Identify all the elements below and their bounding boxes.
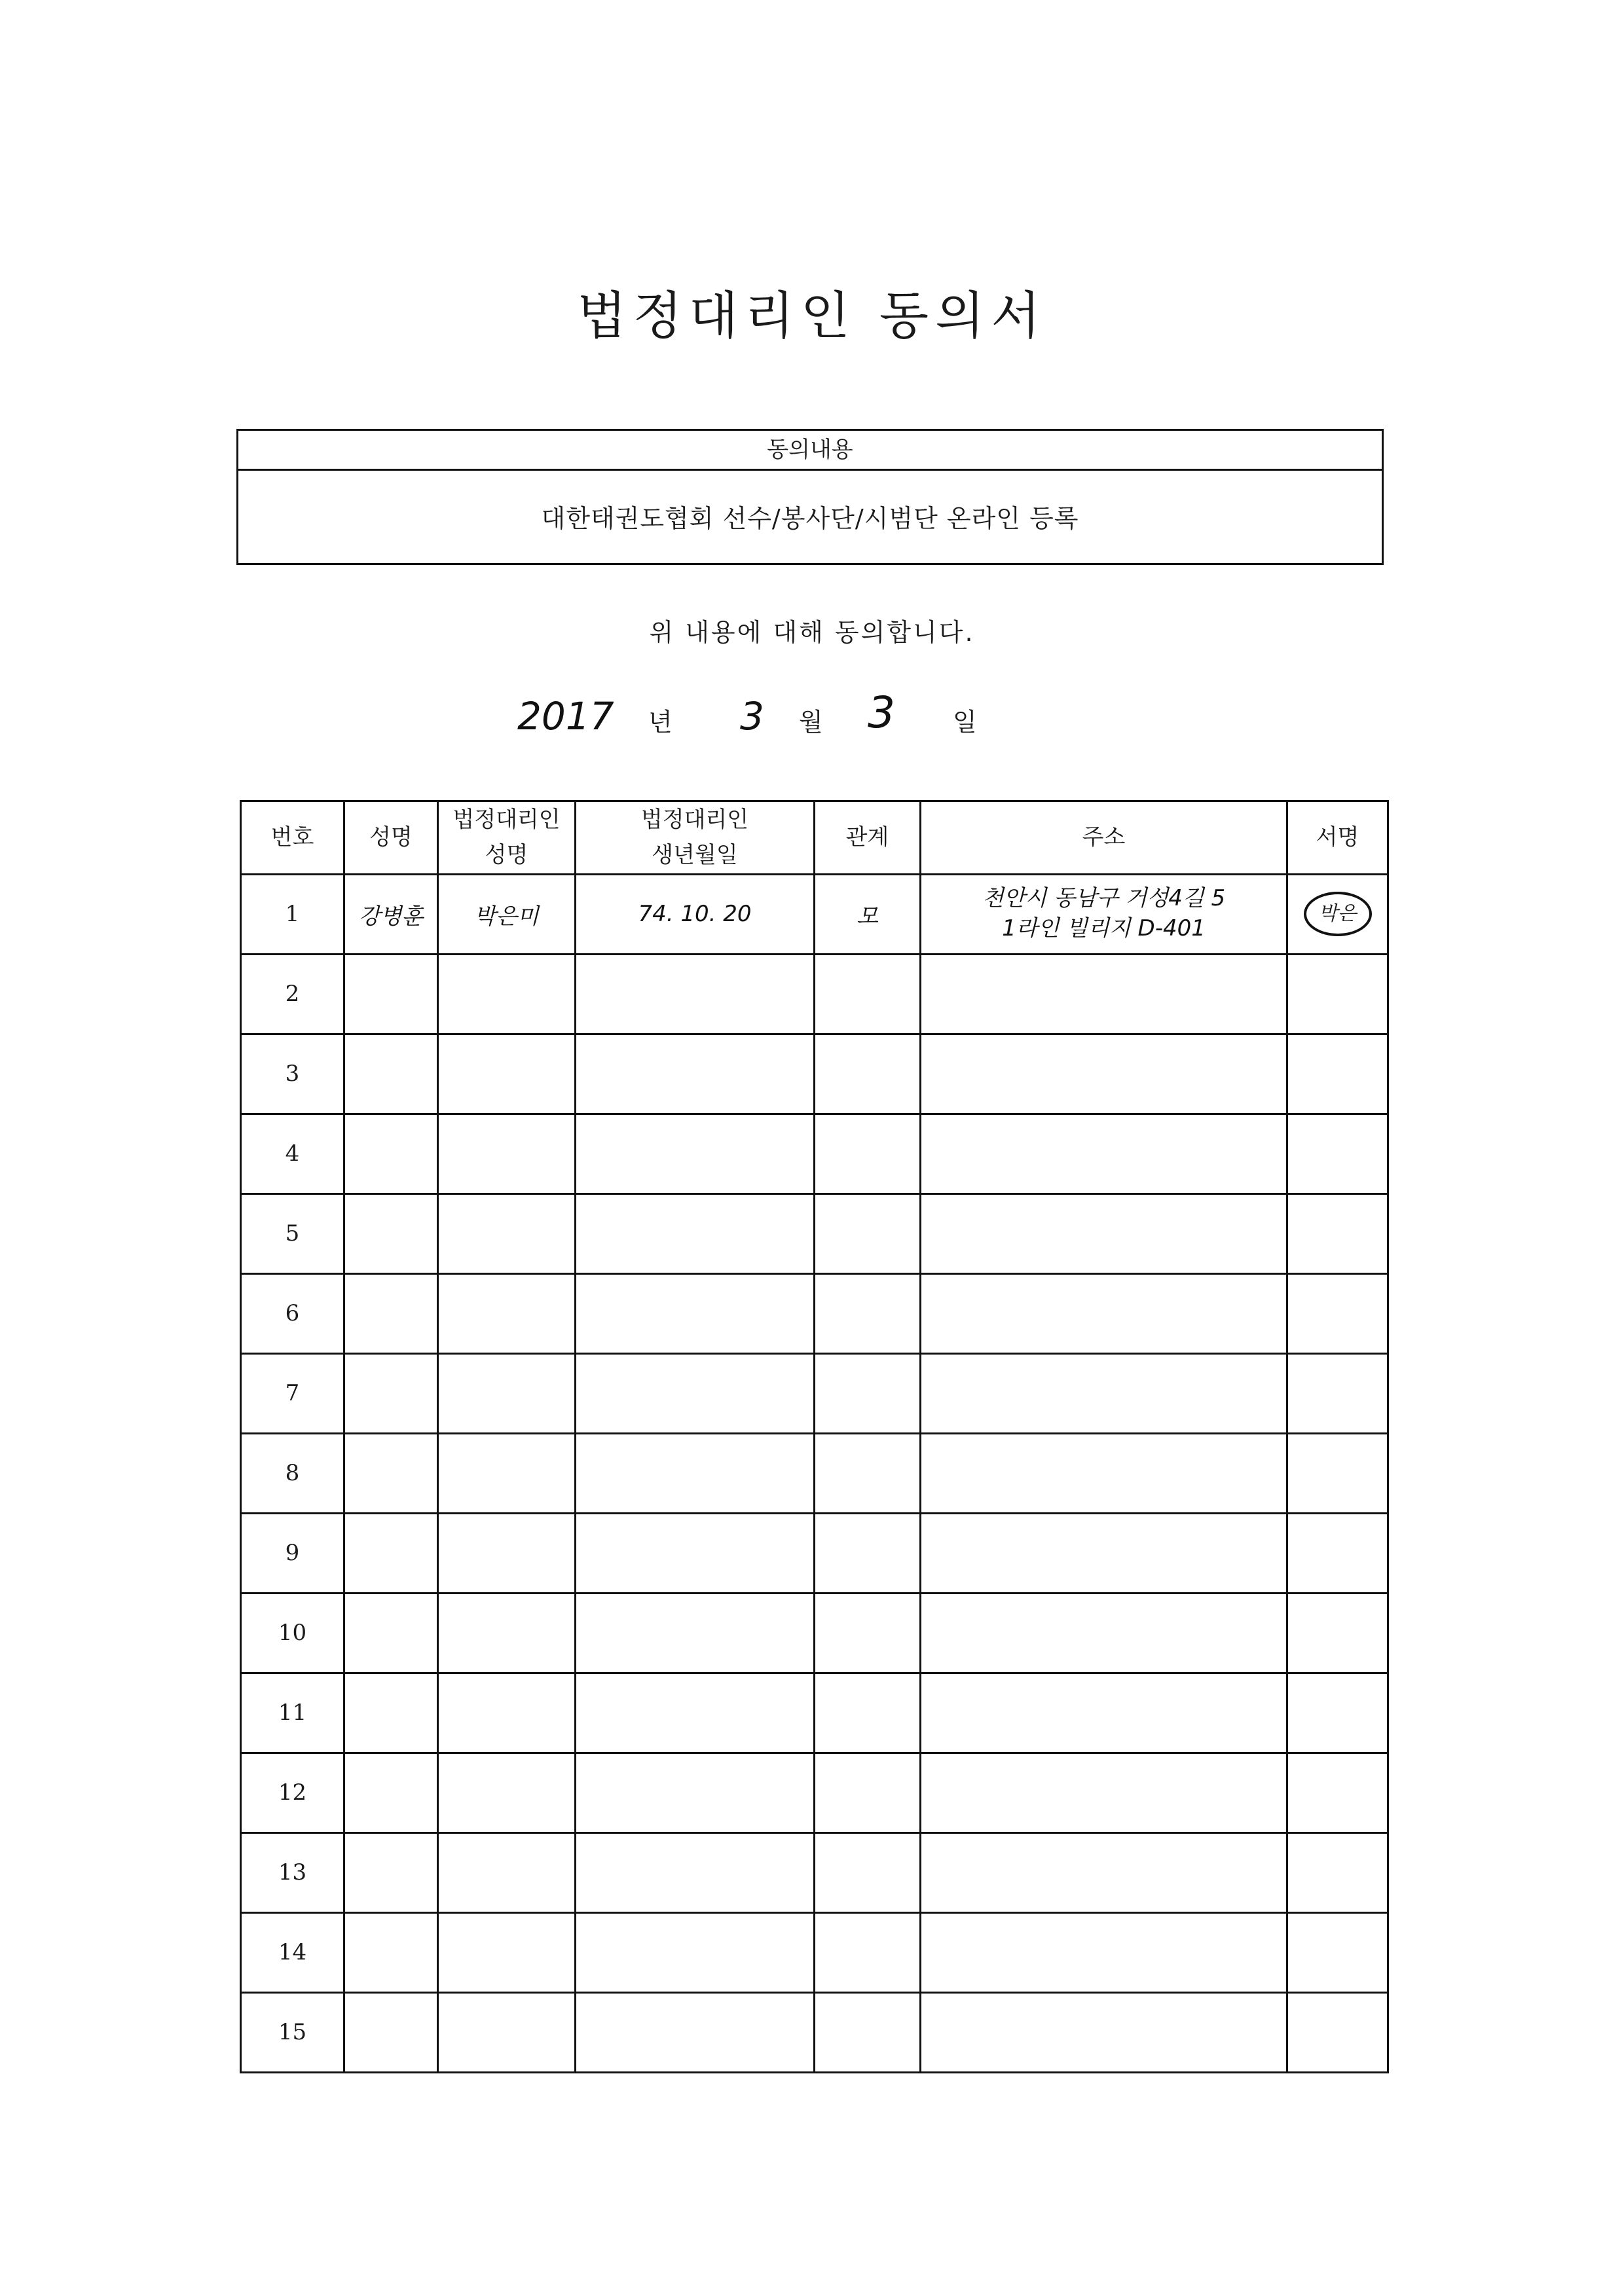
cell-guardian-name[interactable] (438, 1034, 576, 1114)
table-row (241, 1273, 1388, 1353)
cell-signature[interactable] (1287, 1273, 1388, 1353)
table-row (241, 874, 1388, 954)
cell-signature[interactable] (1287, 1034, 1388, 1114)
table-row (241, 1194, 1388, 1273)
table-row (241, 1513, 1388, 1593)
cell-guardian-birth[interactable] (576, 954, 815, 1034)
cell-guardian-birth[interactable] (576, 1114, 815, 1194)
cell-guardian-birth[interactable] (576, 1034, 815, 1114)
cell-name[interactable] (344, 1114, 438, 1194)
cell-address[interactable] (921, 1273, 1287, 1353)
table-row (241, 1832, 1388, 1912)
cell-guardian-name[interactable] (438, 1194, 576, 1273)
cell-signature[interactable] (1287, 1593, 1388, 1673)
cell-relation[interactable] (815, 1353, 921, 1433)
cell-signature[interactable] (1287, 1673, 1388, 1753)
cell-no: 5 (241, 1194, 344, 1273)
table-header-row (241, 801, 1388, 875)
cell-guardian-name[interactable] (438, 1114, 576, 1194)
cell-guardian-birth[interactable]: 74. 10. 20 (576, 874, 815, 954)
cell-name[interactable] (344, 1353, 438, 1433)
header-no: 번호 (241, 801, 344, 875)
cell-address[interactable] (921, 1673, 1287, 1753)
cell-guardian-name[interactable] (438, 1832, 576, 1912)
cell-no: 15 (241, 1992, 344, 2072)
cell-guardian-birth[interactable] (576, 1673, 815, 1753)
header-guardian-name: 법정대리인 성명 (438, 801, 576, 875)
address-line-2: 1라인 빌리지 D-401 (1002, 915, 1206, 942)
cell-relation[interactable] (815, 1593, 921, 1673)
cell-relation[interactable] (815, 954, 921, 1034)
table-row (241, 1912, 1388, 1992)
date-year-unit: 년 (648, 708, 673, 737)
cell-signature[interactable] (1287, 1832, 1388, 1912)
date-day[interactable]: 3 (868, 687, 895, 738)
cell-guardian-birth[interactable] (576, 1753, 815, 1832)
cell-guardian-name[interactable] (438, 1353, 576, 1433)
date-year[interactable]: 2017 (517, 694, 614, 738)
cell-relation[interactable] (815, 1114, 921, 1194)
table-row (241, 1433, 1388, 1513)
cell-relation[interactable] (815, 1273, 921, 1353)
cell-signature[interactable] (1287, 954, 1388, 1034)
cell-name[interactable] (344, 1912, 438, 1992)
cell-guardian-name[interactable] (438, 1273, 576, 1353)
cell-address[interactable] (921, 1034, 1287, 1114)
cell-guardian-birth[interactable] (576, 1273, 815, 1353)
cell-name[interactable] (344, 1832, 438, 1912)
cell-guardian-name[interactable] (438, 1433, 576, 1513)
cell-relation[interactable] (815, 1992, 921, 2072)
cell-name[interactable] (344, 1673, 438, 1753)
date-line (0, 687, 1624, 746)
header-signature: 서명 (1287, 801, 1388, 875)
cell-name[interactable] (344, 1273, 438, 1353)
cell-address[interactable] (921, 1753, 1287, 1832)
table-row (241, 1353, 1388, 1433)
cell-name[interactable] (344, 954, 438, 1034)
cell-no: 14 (241, 1912, 344, 1992)
header-address: 주소 (921, 801, 1287, 875)
cell-no: 10 (241, 1593, 344, 1673)
cell-address[interactable] (921, 1593, 1287, 1673)
cell-no: 3 (241, 1034, 344, 1114)
cell-relation[interactable] (815, 1832, 921, 1912)
signature-seal: 박은 (1304, 892, 1372, 936)
cell-relation[interactable] (815, 1513, 921, 1593)
table-row (241, 1673, 1388, 1753)
cell-signature[interactable] (1287, 1513, 1388, 1593)
cell-guardian-name[interactable]: 박은미 (438, 874, 576, 954)
cell-address[interactable] (921, 1114, 1287, 1194)
date-month-unit: 월 (799, 708, 823, 737)
cell-name[interactable] (344, 1034, 438, 1114)
cell-guardian-birth[interactable] (576, 1593, 815, 1673)
cell-guardian-birth[interactable] (576, 1992, 815, 2072)
cell-address[interactable] (921, 1832, 1287, 1912)
cell-relation[interactable] (815, 1034, 921, 1114)
table-row (241, 1992, 1388, 2072)
cell-name[interactable] (344, 1194, 438, 1273)
cell-relation[interactable]: 모 (815, 874, 921, 954)
cell-no: 9 (241, 1513, 344, 1593)
cell-relation[interactable] (815, 1433, 921, 1513)
address-line-1: 천안시 동남구 거성4길 5 (982, 885, 1226, 912)
cell-guardian-birth[interactable] (576, 1912, 815, 1992)
cell-guardian-birth[interactable] (576, 1832, 815, 1912)
table-row (241, 1114, 1388, 1194)
cell-address[interactable] (921, 1433, 1287, 1513)
table-row (241, 954, 1388, 1034)
table-row (241, 1753, 1388, 1832)
cell-relation[interactable] (815, 1194, 921, 1273)
cell-signature[interactable] (1287, 1433, 1388, 1513)
cell-name[interactable] (344, 1593, 438, 1673)
cell-address[interactable] (921, 954, 1287, 1034)
cell-signature[interactable] (1287, 1353, 1388, 1433)
cell-guardian-name[interactable] (438, 1753, 576, 1832)
cell-no: 11 (241, 1673, 344, 1753)
table-row (241, 1593, 1388, 1673)
cell-no: 12 (241, 1753, 344, 1832)
cell-address[interactable] (921, 1912, 1287, 1992)
cell-address[interactable] (921, 1513, 1287, 1593)
consent-heading: 동의내용 (238, 431, 1382, 471)
date-month[interactable]: 3 (740, 694, 764, 738)
agreement-statement: 위 내용에 대해 동의합니다. (649, 618, 975, 647)
cell-signature[interactable] (1287, 874, 1388, 954)
cell-relation[interactable] (815, 1753, 921, 1832)
cell-relation[interactable] (815, 1673, 921, 1753)
cell-relation[interactable] (815, 1912, 921, 1992)
cell-guardian-name[interactable] (438, 1673, 576, 1753)
cell-no: 13 (241, 1832, 344, 1912)
cell-address[interactable] (921, 1992, 1287, 2072)
cell-name[interactable]: 강병훈 (344, 874, 438, 954)
header-name: 성명 (344, 801, 438, 875)
cell-guardian-birth[interactable] (576, 1353, 815, 1433)
cell-no: 1 (241, 874, 344, 954)
cell-no: 7 (241, 1353, 344, 1433)
cell-name[interactable] (344, 1992, 438, 2072)
cell-address[interactable] (921, 1353, 1287, 1433)
cell-guardian-birth[interactable] (576, 1194, 815, 1273)
cell-guardian-name[interactable] (438, 1992, 576, 2072)
cell-address[interactable] (921, 874, 1287, 954)
cell-signature[interactable] (1287, 1194, 1388, 1273)
cell-name[interactable] (344, 1513, 438, 1593)
cell-guardian-birth[interactable] (576, 1513, 815, 1593)
cell-signature[interactable] (1287, 1912, 1388, 1992)
cell-no: 4 (241, 1114, 344, 1194)
cell-guardian-name[interactable] (438, 1593, 576, 1673)
guardian-table (240, 800, 1389, 2073)
cell-address[interactable] (921, 1194, 1287, 1273)
header-guardian-birth: 법정대리인 생년월일 (576, 801, 815, 875)
consent-content: 대한태권도협회 선수/봉사단/시범단 온라인 등록 (541, 504, 1079, 533)
cell-guardian-name[interactable] (438, 954, 576, 1034)
cell-signature[interactable] (1287, 1114, 1388, 1194)
cell-guardian-name[interactable] (438, 1513, 576, 1593)
date-day-unit: 일 (953, 708, 977, 737)
header-relation: 관계 (815, 801, 921, 875)
cell-name[interactable] (344, 1753, 438, 1832)
cell-name[interactable] (344, 1433, 438, 1513)
cell-no: 2 (241, 954, 344, 1034)
cell-no: 8 (241, 1433, 344, 1513)
cell-signature[interactable] (1287, 1992, 1388, 2072)
table-row (241, 1034, 1388, 1114)
document-title: 법정대리인 동의서 (577, 287, 1047, 346)
cell-no: 6 (241, 1273, 344, 1353)
consent-box (236, 429, 1384, 565)
cell-guardian-birth[interactable] (576, 1433, 815, 1513)
cell-signature[interactable] (1287, 1753, 1388, 1832)
cell-guardian-name[interactable] (438, 1912, 576, 1992)
